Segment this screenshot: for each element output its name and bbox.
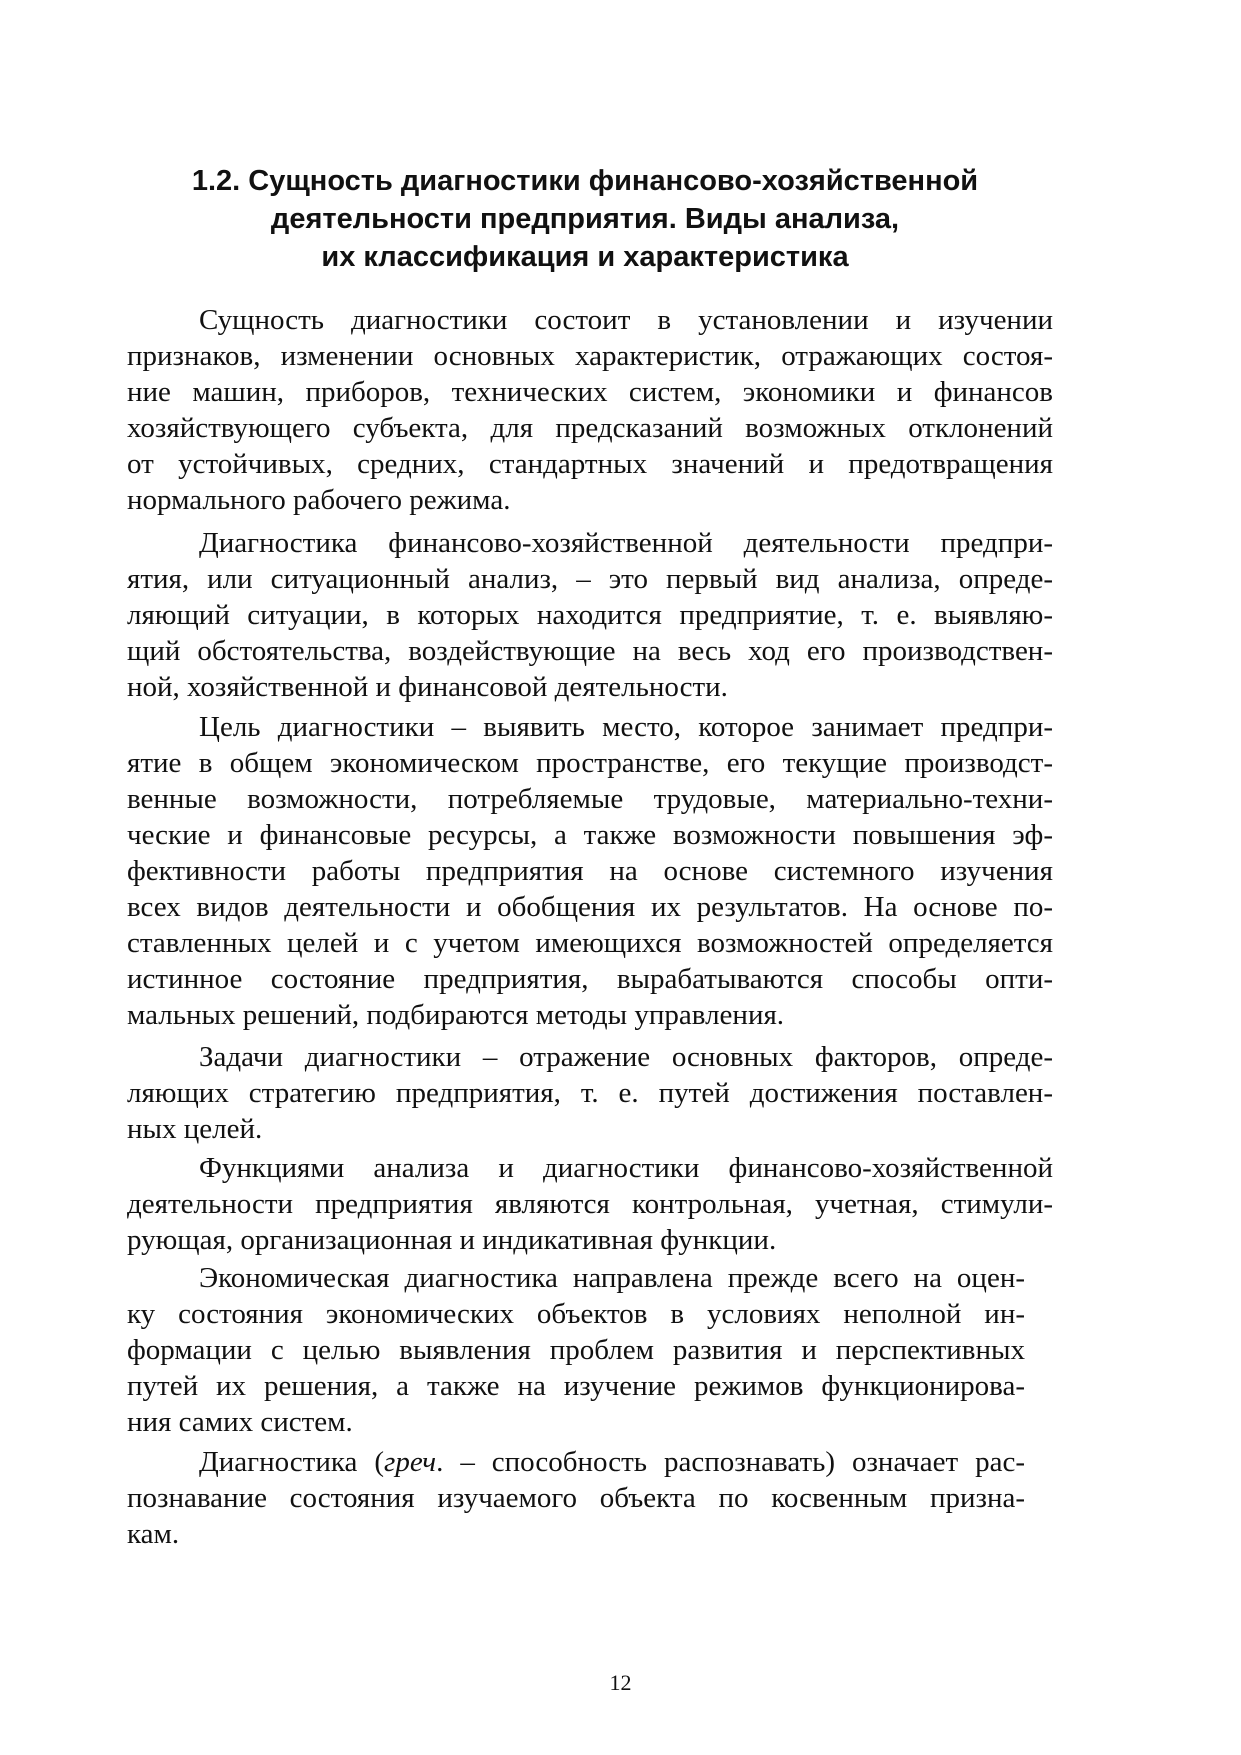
text-line: признаков, изменении основных характеристик, отражающих состоя- xyxy=(127,340,1053,372)
text-run: . – способность распознавать) означает рас- xyxy=(436,1446,1026,1478)
text-line: истинное состояние предприятия, вырабатываются способы опти- xyxy=(127,963,1053,995)
text-line: ния самих систем. xyxy=(127,1406,353,1438)
text-line: нормального рабочего режима. xyxy=(127,484,511,516)
text-line: путей их решения, а также на изучение режимов функционирова- xyxy=(127,1370,1025,1402)
heading-line: 1.2. Сущность диагностики финансово-хозяйственной xyxy=(191,165,979,197)
paragraph-situational-analysis xyxy=(127,525,1053,705)
text-line xyxy=(127,1444,1025,1480)
text-line: Задачи диагностики – отражение основных факторов, опреде- xyxy=(199,1041,1053,1073)
text-line: венные возможности, потребляемые трудовые, материально-техни- xyxy=(127,783,1053,815)
paragraph-definition xyxy=(127,1444,1025,1552)
text-line: всех видов деятельности и обобщения их результатов. На основе по- xyxy=(127,891,1053,923)
text-line: ставленных целей и с учетом имеющихся возможностей определяется xyxy=(127,927,1053,959)
text-line: хозяйствующего субъекта, для предсказаний возможных отклонений xyxy=(127,412,1053,444)
heading-line: деятельности предприятия. Виды анализа, xyxy=(270,203,900,235)
text-line: от устойчивых, средних, стандартных значений и предотвращения xyxy=(127,448,1053,480)
text-line: ляющих стратегию предприятия, т. е. путей достижения поставлен- xyxy=(127,1077,1053,1109)
text-line: деятельности предприятия являются контрольная, учетная, стимули- xyxy=(127,1188,1053,1220)
paragraph-economic-diagnostics xyxy=(127,1260,1025,1440)
text-line: Диагностика финансово-хозяйственной деятельности предпри- xyxy=(199,527,1053,559)
heading-line: их классификация и характеристика xyxy=(321,241,849,273)
text-line: ятия, или ситуационный анализ, – это первый вид анализа, опреде- xyxy=(127,563,1053,595)
text-line: ческие и финансовые ресурсы, а также возможности повышения эф- xyxy=(127,819,1053,851)
text-line: Сущность диагностики состоит в установлении и изучении xyxy=(199,304,1053,336)
paragraph-goal xyxy=(127,709,1053,1033)
text-line: ляющий ситуации, в которых находится предприятие, т. е. выявляю- xyxy=(127,599,1053,631)
text-line: Экономическая диагностика направлена прежде всего на оцен- xyxy=(199,1262,1025,1294)
text-line: Цель диагностики – выявить место, которое занимает предпри- xyxy=(199,711,1053,743)
text-line: познавание состояния изучаемого объекта по косвенным призна- xyxy=(127,1482,1025,1514)
text-run: Диагностика ( xyxy=(199,1446,384,1478)
text-line: мальных решений, подбираются методы управления. xyxy=(127,999,785,1031)
text-line: формации с целью выявления проблем развития и перспективных xyxy=(127,1334,1025,1366)
text-line: ние машин, приборов, технических систем, экономики и финансов xyxy=(127,376,1053,408)
text-line: рующая, организационная и индикативная функции. xyxy=(127,1224,777,1256)
text-line: кам. xyxy=(127,1518,180,1550)
text-line: щий обстоятельства, воздействующие на весь ход его производствен- xyxy=(127,635,1053,667)
page-number: 12 xyxy=(609,1670,632,1695)
text-line: ной, хозяйственной и финансовой деятельности. xyxy=(127,671,728,703)
text-line: Функциями анализа и диагностики финансово-хозяйственной xyxy=(199,1152,1053,1184)
paragraph-essence xyxy=(127,302,1053,518)
text-line: ку состояния экономических объектов в условиях неполной ин- xyxy=(127,1298,1025,1330)
italic-abbreviation: греч xyxy=(384,1446,437,1478)
section-heading xyxy=(140,162,1030,276)
text-line: ных целей. xyxy=(127,1113,263,1145)
text-line: ятие в общем экономическом пространстве, его текущие производст- xyxy=(127,747,1053,779)
text-line: фективности работы предприятия на основе системного изучения xyxy=(127,855,1053,887)
paragraph-tasks xyxy=(127,1039,1053,1147)
paragraph-functions xyxy=(127,1150,1053,1258)
